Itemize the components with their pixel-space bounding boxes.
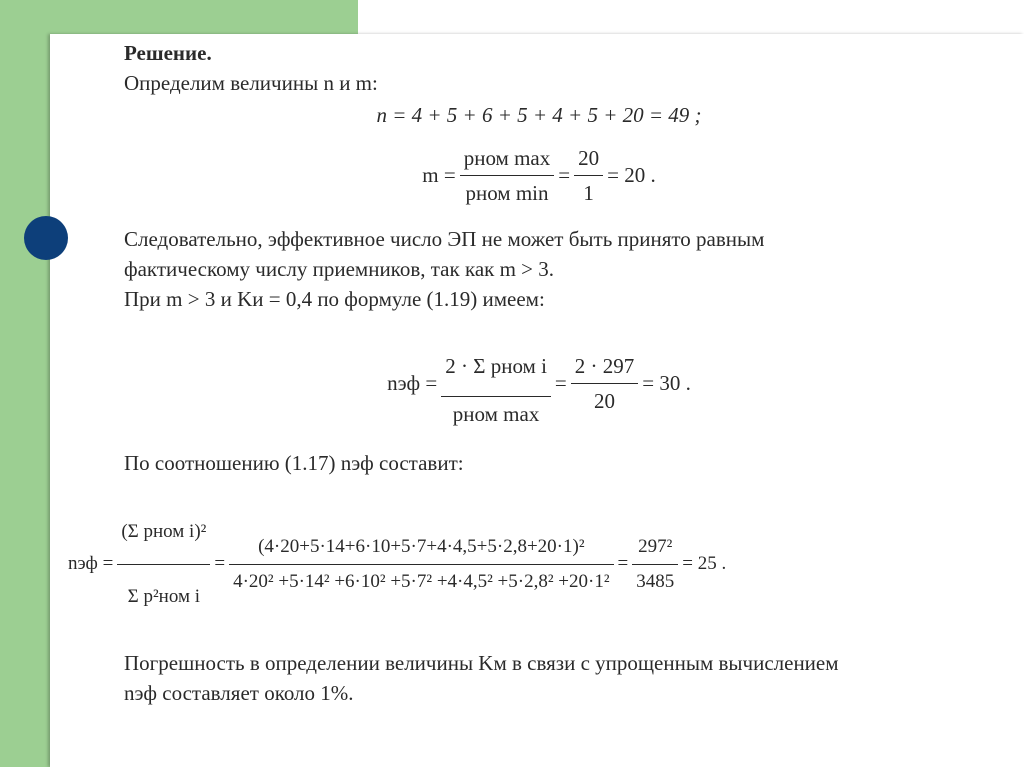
fraction-297sq-over-3485: $\frac{\text{297²}}{3485}$ [632,530,678,599]
top-green-bar [0,0,358,38]
paragraph-2: При m > 3 и Kи = 0,4 по формуле (1.19) имеем: [124,287,545,311]
fraction-pnom: $\frac{\text{pном max}}{\text{pном min}}$ [460,141,555,210]
paragraph-4-line-2: nэф составляет около 1%. [124,681,354,705]
fraction-numeric-expansion: $\frac{\text{(4·20+5·14+6·10+5·7+4·4,5+5·2,8+20·1)²}}{\text{4·20² +5·14² +6·10² +5·7² +4·4,5² +5·2,8² +20·1²}}$ [229,530,613,599]
blue-bullet-dot [24,216,68,260]
paragraph-1-line-1: Следовательно, эффективное число ЭП не может быть принято равным [124,227,765,251]
fraction-2x297-over-20: $\frac{2 \cdot 297}{20}$ [571,349,639,418]
left-green-strip [0,0,50,767]
equation-nef-2: nэф = $\frac{\text{(Σ pном i)²}}{\text{Σ p²ном i}}$ = $\frac{\text{(4·20+5·14+6·10+5·7+4·4,5+5·2,8+20·1)²}}{\text{4·20² +5·14² +6·10² +5·7² +4·4,5² +5·2,8² +20·1²}}$ = $\frac{\text{297²}}{3485}$ = 25 . [68,488,958,640]
equation-n: n = 4 + 5 + 6 + 5 + 4 + 5 + 20 = 49 ; [376,103,702,127]
heading: Решение. [124,41,212,65]
equation-nef-1: nэф = $\frac{\text{2 · Σ pном i}}{\text{pном max}}$ = $\frac{2 \cdot 297}{20}$ = 30 . [124,322,954,444]
fraction-sum-squared: $\frac{\text{(Σ pном i)²}}{\text{Σ p²ном i}}$ [117,500,210,629]
paragraph-1-line-2: фактическому числу приемников, так как m > 3. [124,257,555,281]
intro-text: Определим величины n и m: [124,71,378,95]
paragraph-4-line-1: Погрешность в определении величины Kм в связи с упрощенным вычислением [124,651,839,675]
fraction-20-1: $\frac{20}{1}$ [574,141,603,210]
solution-content [68,38,954,708]
fraction-sum-over-pmax: $\frac{\text{2 · Σ pном i}}{\text{pном max}}$ [441,336,551,431]
equation-m: m = $\frac{\text{pном max}}{\text{pном min}}$ = $\frac{20}{1}$ = 20 . [124,136,954,214]
paragraph-3: По соотношению (1.17) nэф составит: [124,451,464,475]
